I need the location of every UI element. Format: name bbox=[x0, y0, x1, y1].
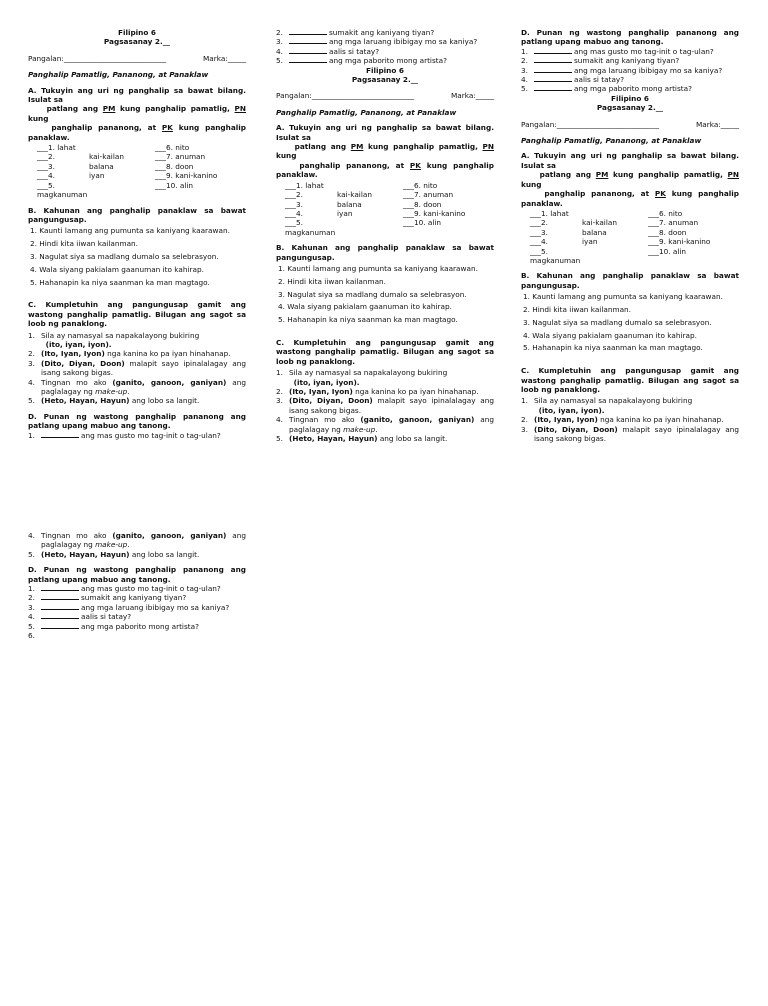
score-label: Marka:_____ bbox=[202, 53, 246, 63]
worksheet-column-2: 2. sumakit ang kaniyang tiyan? 3. ang mga laruang ibibigay mo sa kaniya? 4. aalis si tatay? 5. ang mga paborito mong artista? Filipino 6 Pagsasanay 2.__ Pangalan:____________________________ Marka:_____ Panghalip Pamatlig, Pananong, at Panaklaw A. Tukuyin ang uri ng panghalip sa bawat bilang. Isulat sa patlang ang PM kung panghalip pamatlig, PN kung panghalip pananong, at PK kung panghalip panaklaw. ___1. lahat ___6. nito ___2. kai-kailan ___7. anuman ___3. balana ___8. doon ___4. iyan ___9. kani-kanino ___5. magkanuman ___10. alin B. Kahunan ang panghalip panaklaw sa bawat pangungusap. 1. Kaunti lamang ang pumunta sa kaniyang kaarawan. 2. Hindi kita iiwan kailanman. 3. Nagulat siya sa madlang dumalo sa selebrasyon. 4. Wala siyang pakialam gaanuman ito kahirap. 5. Hahanapin ka niya saanman ka man magtago. C. Kumpletuhin ang pangungusap gamit ang wastong panghalip pamatlig. Bilugan ang sagot sa loob ng panaklong. 1. Sila ay namasyal sa napakalayong bukiring (ito, iyan, iyon). 2. (Ito, Iyan, Iyon) nga kanina ko pa iyan hinahanap. 3. (Dito, Diyan, Doon) malapit sayo ipinalalagay ang isang sakong bigas. 4. Tingnan mo ako (ganito, ganoon, ganiyan) ang paglalagay ng make-up. 5. (Heto, Hayan, Hayun) ang lobo sa langit. bbox=[276, 28, 495, 443]
doc-subtitle: Pagsasanay 2.__ bbox=[103, 37, 171, 47]
doc-subtitle: Pagsasanay 2.__ bbox=[596, 103, 664, 113]
name-score-row bbox=[521, 120, 739, 129]
section-b-items: 1. Kaunti lamang ang pumunta sa kaniyang kaarawan. 2. Hindi kita iiwan kailanman. 3. Nagulat siya sa madlang dumalo sa selebrasyon. 4. Wala siyang pakialam gaanuman ito kahirap. 5. Hahanapin ka niya saanman ka man magtago. bbox=[523, 292, 723, 353]
section-d-items: 1. ang mas gusto mo tag-init o tag-ulan? 2. sumakit ang kaniyang tiyan? 3. ang mga laruang ibibigay mo sa kaniya? 4. aalis si tatay? 5. ang mga paborito mong artista? bbox=[521, 46, 723, 94]
worksheet-column-3 bbox=[521, 28, 739, 443]
score-label: Marka:_____ bbox=[450, 91, 494, 101]
list-item: ___6. nito bbox=[155, 143, 190, 153]
list-item: ___1. lahat bbox=[37, 143, 76, 153]
section-b-items: 1. Kaunti lamang ang pumunta sa kaniyang kaarawan. 2. Hindi kita iiwan kailanman. 3. Nagulat siya sa madlang dumalo sa selebrasyon. 4. Wala siyang pakialam gaanuman ito kahirap. 5. Hahanapin ka niya saanman ka man magtago. bbox=[278, 263, 478, 325]
section-b-heading: B. Kahunan ang panghalip panaklaw sa bawat pangungusap. bbox=[28, 205, 246, 224]
section-d-items: 1. ang mas gusto mo tag-init o tag-ulan? 2. sumakit ang kaniyang tiyan? 3. ang mga laruang ibibigay mo sa kaniya? 4. aalis si tatay? 5. ang mga paborito mong artista? 6. bbox=[28, 584, 230, 641]
section-a-items: ___1. lahat ___6. nito ___2. kai-kailan ___7. anuman ___3. balana ___8. doon ___4. iyan ___9. kani-kanino ___5. magkanuman ___10. alin bbox=[37, 143, 246, 199]
name-label: Pangalan:____________________________ bbox=[521, 119, 660, 129]
list-item: 2. Hindi kita iiwan kailanman. bbox=[30, 239, 138, 249]
section-d-heading: D. Punan ng wastong panghalip pananong ang patlang upang mabuo ang tanong. bbox=[521, 28, 739, 47]
list-item: 3. Nagulat siya sa madlang dumalo sa selebrasyon. bbox=[30, 251, 219, 261]
section-c-items: 1. Sila ay namasyal sa napakalayong bukiring (ito, iyan, iyon). 2. (Ito, Iyan, Iyon) nga kanina ko pa iyan hinahanap. 3. (Dito, Diyan, Doon) malapit sayo ipinalalagay ang isang sakong bigas. bbox=[521, 396, 739, 443]
name-score-row bbox=[276, 91, 494, 100]
section-c-heading: C. Kumpletuhin ang pangungusap gamit ang wastong panghalip pamatlig. Bilugan ang sagot sa loob ng panaklong. bbox=[276, 337, 494, 366]
section-d-items: 1. ang mas gusto mo tag-init o tag-ulan? bbox=[28, 430, 221, 440]
list-item: ___7. anuman bbox=[155, 152, 206, 162]
section-b-heading: B. Kahunan ang panghalip panaklaw sa bawat pangungusap. bbox=[521, 271, 739, 290]
doc-title: Filipino 6 bbox=[117, 28, 157, 37]
section-a-heading: A. Tukuyin ang uri ng panghalip sa bawat bilang. Isulat sa patlang ang PM kung panghalip pamatlig, PN kung panghalip pananong, at PK kung panghalip panaklaw. bbox=[276, 123, 495, 180]
section-b-items bbox=[30, 226, 246, 287]
doc-title: Filipino 6 bbox=[610, 93, 650, 103]
section-c-heading: C. Kumpletuhin ang pangungusap gamit ang wastong panghalip pamatlig. Bilugan ang sagot sa loob ng panaklong. bbox=[28, 300, 246, 329]
topic-heading: Panghalip Pamatlig, Pananong, at Panaklaw bbox=[521, 136, 702, 146]
section-c-items: 1. Sila ay namasyal sa napakalayong bukiring (ito, iyan, iyon). 2. (Ito, Iyan, Iyon) nga kanina ko pa iyan hinahanap. 3. (Dito, Diyan, Doon) malapit sayo ipinalalagay ang isang sakong bigas. 4. Tingnan mo ako (ganito, ganoon, ganiyan) ang paglalagay ng make-up. 5. (Heto, Hayan, Hayun) ang lobo sa langit. bbox=[28, 330, 246, 406]
worksheet-column-1-continued: 4. Tingnan mo ako (ganito, ganoon, ganiyan) ang paglalagay ng make-up. 5. (Heto, Hayan, Hayun) ang lobo sa langit. D. Punan ng wastong panghalip pananong ang patlang upang mabuo ang tanong. 1. ang mas gusto mo tag-init o tag-ulan? 2. sumakit ang kaniyang tiyan? 3. ang mga laruang ibibigay mo sa kaniya? 4. aalis si tatay? 5. ang mga paborito mong artista? 6. bbox=[28, 531, 246, 641]
list-item: ___8. doon bbox=[155, 161, 194, 171]
worksheet-column-1 bbox=[28, 28, 246, 440]
section-d-heading: D. Punan ng wastong panghalip pananong ang patlang upang mabuo ang tanong. bbox=[28, 565, 246, 584]
list-item: 4. Wala siyang pakialam gaanuman ito kahirap. bbox=[30, 264, 204, 274]
score-label: Marka:_____ bbox=[695, 119, 739, 129]
name-label: Pangalan:____________________________ bbox=[276, 91, 415, 101]
section-a-items: ___1. lahat ___6. nito ___2. kai-kailan ___7. anuman ___3. balana ___8. doon ___4. iyan ___9. kani-kanino ___5. magkanuman ___10. alin bbox=[530, 208, 711, 265]
section-a-items: ___1. lahat ___6. nito ___2. kai-kailan ___7. anuman ___3. balana ___8. doon ___4. iyan ___9. kani-kanino ___5. magkanuman ___10. alin bbox=[285, 180, 466, 237]
doc-subtitle: Pagsasanay 2.__ bbox=[351, 75, 419, 85]
section-c-heading: C. Kumpletuhin ang pangungusap gamit ang wastong panghalip pamatlig. Bilugan ang sagot sa loob ng panaklong. bbox=[521, 366, 739, 394]
name-label: Pangalan:____________________________ bbox=[28, 53, 167, 63]
doc-title: Filipino 6 bbox=[365, 65, 405, 75]
name-score-row bbox=[28, 54, 246, 63]
section-b-heading: B. Kahunan ang panghalip panaklaw sa bawat pangungusap. bbox=[276, 243, 494, 262]
list-item: ___10. alin bbox=[155, 180, 194, 190]
section-a-heading: A. Tukuyin ang uri ng panghalip sa bawat bilang. Isulat sa patlang ang PM kung panghalip pamatlig, PN kung panghalip pananong, at PK kung panghalip panaklaw. bbox=[28, 85, 247, 142]
list-item: ___3. bbox=[37, 161, 55, 171]
list-item: 1. Kaunti lamang ang pumunta sa kaniyang kaarawan. bbox=[30, 226, 230, 236]
topic-heading: Panghalip Pamatlig, Pananong, at Panaklaw bbox=[28, 70, 209, 80]
list-item: ___9. kani-kanino bbox=[155, 171, 218, 181]
section-c-items: 1. Sila ay namasyal sa napakalayong bukiring (ito, iyan, iyon). 2. (Ito, Iyan, Iyon) nga kanina ko pa iyan hinahanap. 3. (Dito, Diyan, Doon) malapit sayo ipinalalagay ang isang sakong bigas. 4. Tingnan mo ako (ganito, ganoon, ganiyan) ang paglalagay ng make-up. 5. (Heto, Hayan, Hayun) ang lobo sa langit. bbox=[276, 368, 494, 443]
list-item: 5. Hahanapin ka niya saanman ka man magtago. bbox=[30, 277, 210, 287]
list-item: ___2. bbox=[37, 152, 55, 162]
section-d-heading: D. Punan ng wastong panghalip pananong ang patlang upang mabuo ang tanong. bbox=[28, 411, 246, 431]
section-a-heading: A. Tukuyin ang uri ng panghalip sa bawat bilang. Isulat sa patlang ang PM kung panghalip pamatlig, PN kung panghalip pananong, at PK kung panghalip panaklaw. bbox=[521, 151, 740, 208]
list-item: ___5. magkanuman bbox=[37, 180, 88, 200]
topic-heading: Panghalip Pamatlig, Pananong, at Panaklaw bbox=[276, 107, 457, 117]
list-item: ___4. bbox=[37, 171, 55, 181]
